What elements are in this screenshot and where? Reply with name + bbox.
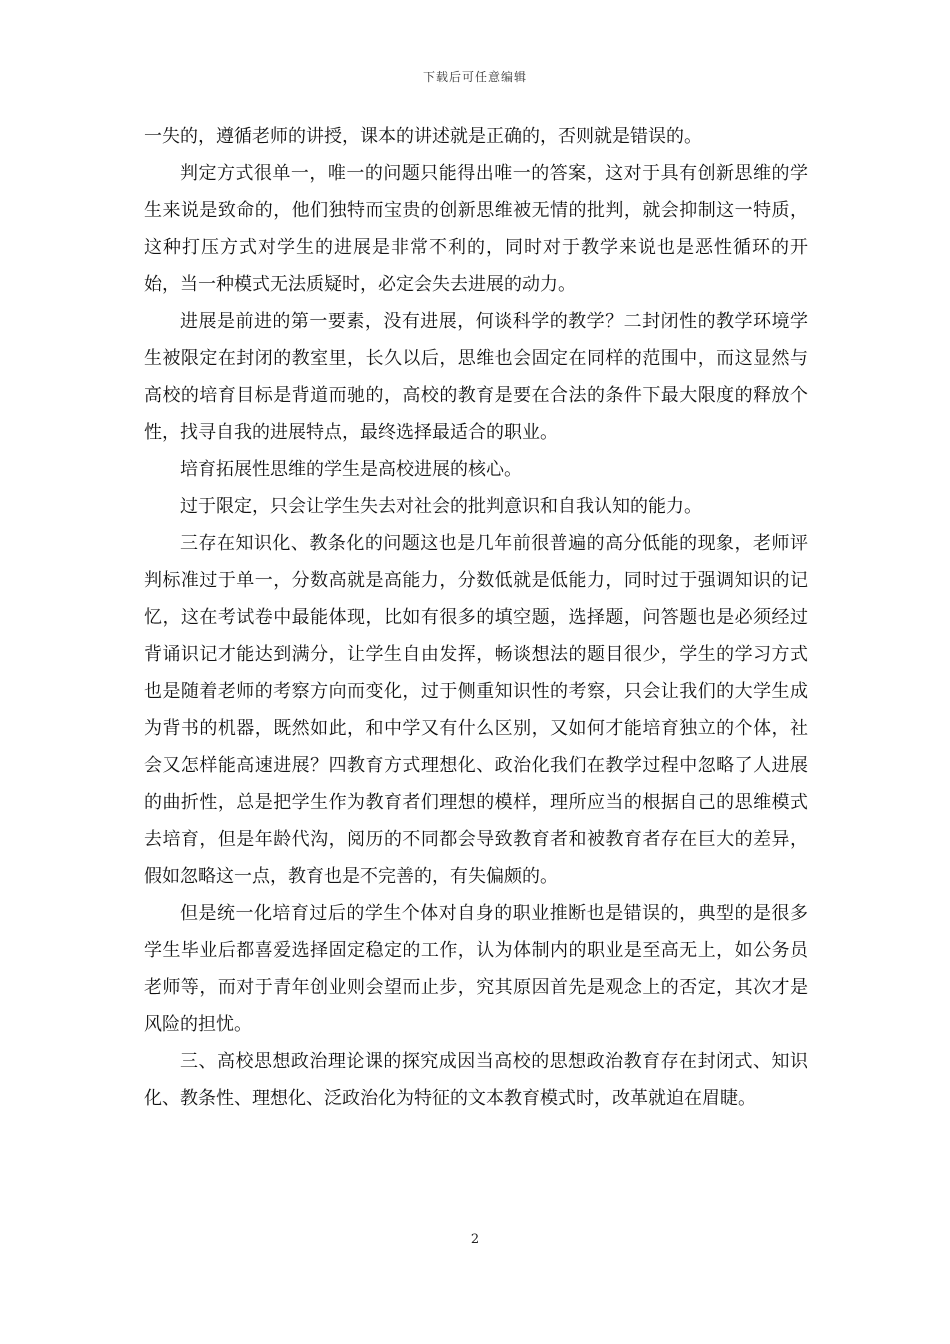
paragraph-6: 三存在知识化、教条化的问题这也是几年前很普遍的高分低能的现象，老师评判标准过于单一，分数高就是高能力，分数低就是低能力，同时过于强调知识的记忆，这在考试卷中最能体现，比如有很多的填空题，选择题，问答题也是必须经过背诵识记才能达到满分，让学生自由发挥，畅谈想法的题目很少，学生的学习方式也是随着老师的考察方向而变化，过于侧重知识性的考察，只会让我们的大学生成为背书的机器，既然如此，和中学又有什么区别，又如何才能培育独立的个体，社会又怎样能高速进展？四教育方式理想化、政治化我们在教学过程中忽略了人进展的曲折性，总是把学生作为教育者们理想的模样，理所应当的根据自己的思维模式去培育，但是年龄代沟，阅历的不同都会导致教育者和被教育者存在巨大的差异，假如忽略这一点，教育也是不完善的，有失偏颇的。	[144, 533, 808, 887]
page-number: 2	[470, 1232, 480, 1247]
paragraph-5: 过于限定，只会让学生失去对社会的批判意识和自我认知的能力。	[180, 496, 702, 517]
paragraph-7: 但是统一化培育过后的学生个体对自身的职业推断也是错误的，典型的是很多学生毕业后都喜爱选择固定稳定的工作，认为体制内的职业是至高无上，如公务员老师等，而对于青年创业则会望而止步，究其原因首先是观念上的否定，其次才是风险的担忧。	[144, 903, 808, 1035]
document-body	[144, 118, 808, 1117]
paragraph-4: 培育拓展性思维的学生是高校进展的核心。	[180, 459, 522, 480]
paragraph-3: 进展是前进的第一要素，没有进展，何谈科学的教学？二封闭性的教学环境学生被限定在封闭的教室里，长久以后，思维也会固定在同样的范围中，而这显然与高校的培育目标是背道而驰的，高校的教育是要在合法的条件下最大限度的释放个性，找寻自我的进展特点，最终选择最适合的职业。	[144, 311, 808, 443]
page-header: 下载后可任意编辑	[422, 70, 527, 84]
paragraph-2: 判定方式很单一，唯一的问题只能得出唯一的答案，这对于具有创新思维的学生来说是致命的，他们独特而宝贵的创新思维被无情的批判，就会抑制这一特质，这种打压方式对学生的进展是非常不利的，同时对于教学来说也是恶性循环的开始，当一种模式无法质疑时，必定会失去进展的动力。	[144, 163, 808, 295]
paragraph-1: 一失的，遵循老师的讲授，课本的讲述就是正确的，否则就是错误的。	[144, 126, 702, 147]
paragraph-8: 三、高校思想政治理论课的探究成因当高校的思想政治教育存在封闭式、知识化、教条性、理想化、泛政治化为特征的文本教育模式时，改革就迫在眉睫。	[144, 1051, 808, 1109]
